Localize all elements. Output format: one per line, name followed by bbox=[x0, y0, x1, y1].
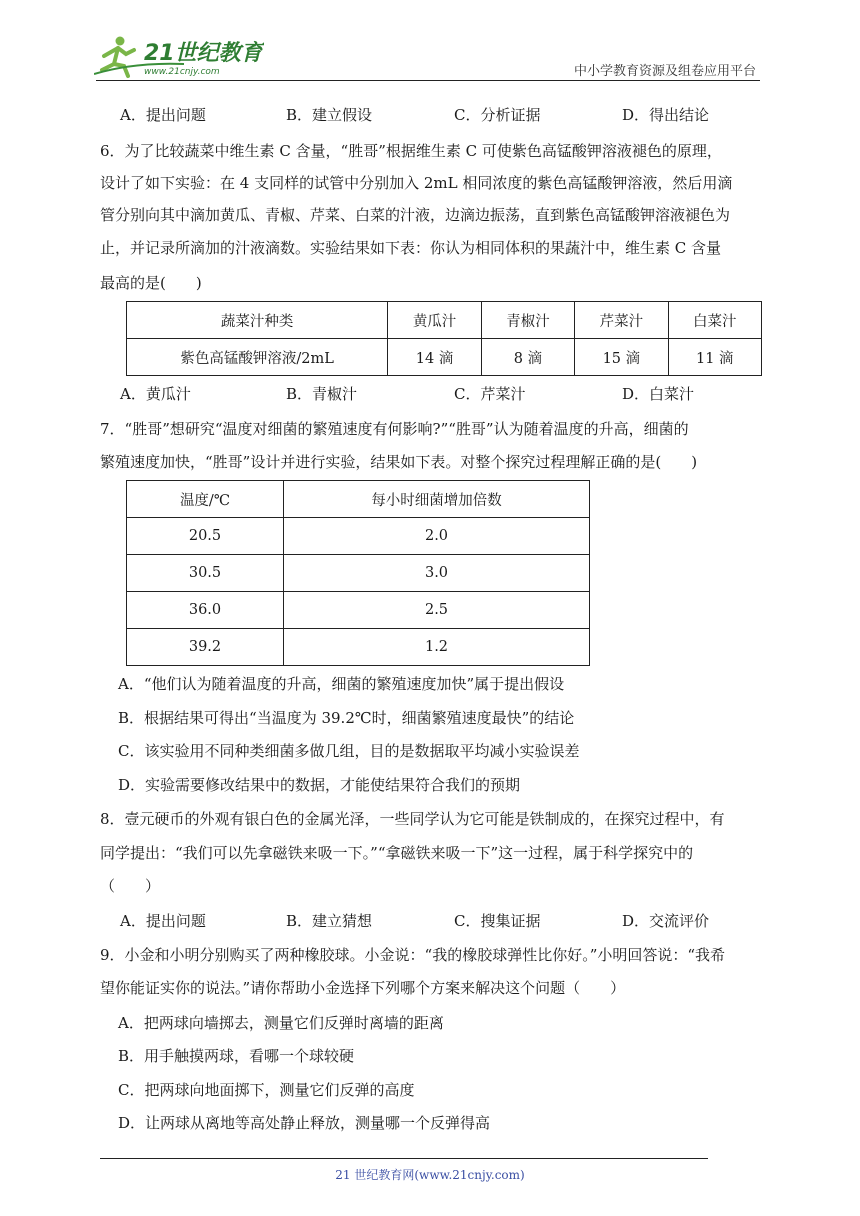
q9-option-c: C．把两球向地面掷下，测量它们反弹的高度 bbox=[118, 1081, 415, 1099]
table-row bbox=[127, 302, 762, 339]
svg-text:www.21cnjy.com: www.21cnjy.com bbox=[144, 67, 220, 77]
q8-option-b: B．建立猜想 bbox=[286, 912, 373, 930]
table-header-cell: 每小时细菌增加倍数 bbox=[284, 481, 590, 518]
table-cell: 36.0 bbox=[127, 592, 284, 629]
table-header-cell: 黄瓜汁 bbox=[388, 302, 481, 339]
q8-stem-line: 8．壹元硬币的外观有银白色的金属光泽，一些同学认为它可能是铁制成的，在探究过程中，有 bbox=[100, 810, 725, 828]
q6-stem-line: 止，并记录所滴加的汁液滴数。实验结果如下表：你认为相同体积的果蔬汁中，维生素 C 含量 bbox=[100, 239, 722, 257]
q8-stem-line: （ ） bbox=[100, 877, 161, 895]
q9-stem-line: 9．小金和小明分别购买了两种橡胶球。小金说：“我的橡胶球弹性比你好。”小明回答说：“我希 bbox=[100, 946, 726, 964]
table-header-cell: 芹菜汁 bbox=[575, 302, 668, 339]
table-cell: 20.5 bbox=[127, 518, 284, 555]
q6-stem-line: 管分别向其中滴加黄瓜、青椒、芹菜、白菜的汁液，边滴边振荡，直到紫色高锰酸钾溶液褪色为 bbox=[100, 206, 731, 224]
table-cell: 3.0 bbox=[284, 555, 590, 592]
table-cell: 39.2 bbox=[127, 629, 284, 666]
q8-stem-line: 同学提出：“我们可以先拿磁铁来吸一下。”“拿磁铁来吸一下”这一过程，属于科学探究中的 bbox=[100, 844, 694, 862]
q6-stem-line: 6．为了比较蔬菜中维生素 C 含量，“胜哥”根据维生素 C 可使紫色高锰酸钾溶液褪色的原理， bbox=[100, 142, 722, 160]
table-header-cell: 蔬菜汁种类 bbox=[127, 302, 388, 339]
q5-option-a: A．提出问题 bbox=[120, 106, 206, 124]
table-row bbox=[127, 555, 590, 592]
table-cell: 2.5 bbox=[284, 592, 590, 629]
q9-stem-line: 望你能证实你的说法。”请你帮助小金选择下列哪个方案来解决这个问题（ ） bbox=[100, 979, 626, 997]
table-cell: 15 滴 bbox=[575, 339, 668, 376]
q7-option-d: D．实验需要修改结果中的数据，才能使结果符合我们的预期 bbox=[118, 776, 521, 794]
site-logo bbox=[94, 34, 264, 80]
q7-stem-line: 繁殖速度加快，“胜哥”设计并进行实验，结果如下表。对整个探究过程理解正确的是( ) bbox=[100, 453, 698, 471]
q7-option-c: C．该实验用不同种类细菌多做几组，目的是数据取平均减小实验误差 bbox=[118, 742, 580, 760]
q6-option-d: D．白菜汁 bbox=[622, 385, 695, 403]
table-row bbox=[127, 339, 762, 376]
q8-option-d: D．交流评价 bbox=[622, 912, 710, 930]
page-header bbox=[0, 0, 860, 82]
header-divider bbox=[96, 80, 760, 81]
q7-table bbox=[126, 480, 590, 666]
platform-name: 中小学教育资源及组卷应用平台 bbox=[573, 64, 756, 79]
q5-option-c: C．分析证据 bbox=[454, 106, 541, 124]
table-cell: 11 滴 bbox=[668, 339, 761, 376]
table-row bbox=[127, 481, 590, 518]
q9-option-a: A．把两球向墙掷去，测量它们反弹时离墙的距离 bbox=[118, 1014, 444, 1032]
table-header-cell: 温度/℃ bbox=[127, 481, 284, 518]
table-row bbox=[127, 629, 590, 666]
table-cell: 2.0 bbox=[284, 518, 590, 555]
table-cell: 14 滴 bbox=[388, 339, 481, 376]
q9-option-d: D．让两球从离地等高处静止释放，测量哪一个反弹得高 bbox=[118, 1114, 491, 1132]
table-cell: 1.2 bbox=[284, 629, 590, 666]
q6-stem-line: 设计了如下实验：在 4 支同样的试管中分别加入 2mL 相同浓度的紫色高锰酸钾溶液，然后用滴 bbox=[100, 174, 733, 192]
q6-table bbox=[126, 301, 762, 376]
q7-option-a: A．“他们认为随着温度的升高，细菌的繁殖速度加快”属于提出假设 bbox=[118, 675, 565, 693]
page-footer[interactable]: 21 世纪教育网(www.21cnjy.com) bbox=[335, 1168, 525, 1182]
q7-option-b: B．根据结果可得出“当温度为 39.2℃时，细菌繁殖速度最快”的结论 bbox=[118, 709, 575, 727]
q6-option-b: B．青椒汁 bbox=[286, 385, 358, 403]
q5-option-b: B．建立假设 bbox=[286, 106, 373, 124]
svg-text:21世纪教育: 21世纪教育 bbox=[144, 41, 263, 66]
table-header-cell: 白菜汁 bbox=[668, 302, 761, 339]
q6-stem-line: 最高的是( ) bbox=[100, 274, 202, 292]
q6-option-a: A．黄瓜汁 bbox=[120, 385, 191, 403]
q5-option-d: D．得出结论 bbox=[622, 106, 710, 124]
table-row bbox=[127, 592, 590, 629]
q9-option-b: B．用手触摸两球，看哪一个球较硬 bbox=[118, 1047, 355, 1065]
table-cell: 紫色高锰酸钾溶液/2mL bbox=[127, 339, 388, 376]
table-row bbox=[127, 518, 590, 555]
q8-option-c: C．搜集证据 bbox=[454, 912, 541, 930]
table-cell: 8 滴 bbox=[481, 339, 574, 376]
q6-option-c: C．芹菜汁 bbox=[454, 385, 526, 403]
table-header-cell: 青椒汁 bbox=[481, 302, 574, 339]
q8-option-a: A．提出问题 bbox=[120, 912, 206, 930]
q7-stem-line: 7．“胜哥”想研究“温度对细菌的繁殖速度有何影响?”“胜哥”认为随着温度的升高，细菌的 bbox=[100, 420, 689, 438]
table-cell: 30.5 bbox=[127, 555, 284, 592]
footer-divider bbox=[100, 1158, 708, 1159]
